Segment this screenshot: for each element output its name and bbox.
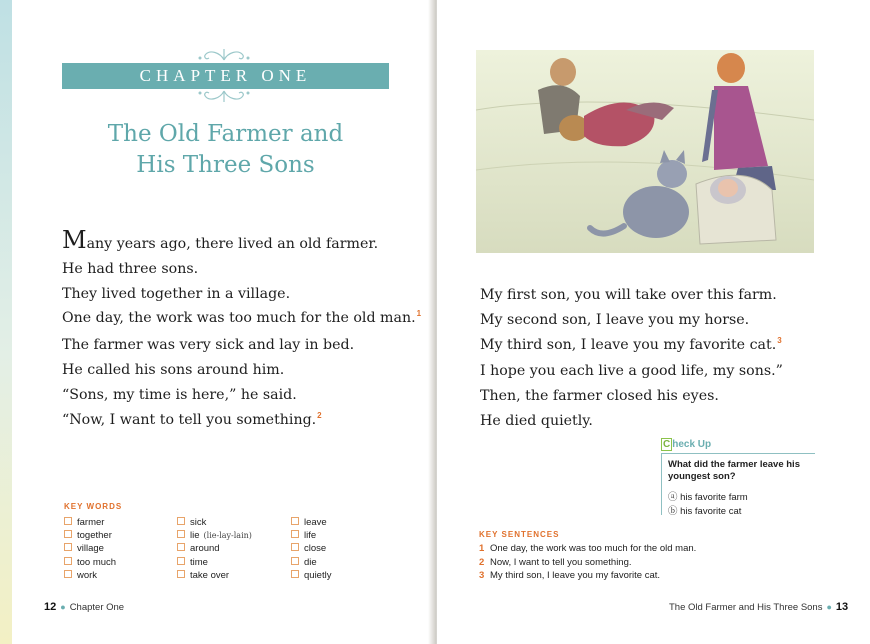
key-word-item: village <box>64 542 116 555</box>
checkbox-icon <box>177 557 185 565</box>
key-word-item: close <box>291 542 331 555</box>
footnote-marker: 1 <box>416 309 422 319</box>
page-footer <box>44 601 124 613</box>
key-word-item: sick <box>177 516 252 529</box>
page-number: 12 <box>44 601 57 613</box>
check-up-divider <box>661 453 662 515</box>
key-word-item: quietly <box>291 569 331 582</box>
checkbox-icon <box>291 557 299 565</box>
check-up-icon: C <box>663 439 671 450</box>
page-edge-tint <box>0 0 12 644</box>
key-sentences-heading: KEY SENTENCES <box>479 530 560 539</box>
checkbox-icon <box>177 570 185 578</box>
checkbox-icon <box>64 517 72 525</box>
story-line: The farmer was very sick and lay in bed. <box>62 337 355 354</box>
story-line: Many years ago, there lived an old farmer. <box>62 226 379 254</box>
key-word-item: lie (lie-lay-lain) <box>177 529 252 542</box>
key-sentences-list <box>479 542 696 583</box>
checkbox-icon <box>64 557 72 565</box>
key-words-column <box>177 516 252 582</box>
story-line: I hope you each live a good life, my sons.” <box>480 363 783 380</box>
checkbox-icon <box>177 530 185 538</box>
story-text <box>62 226 422 434</box>
key-word-item: around <box>177 542 252 555</box>
bullet-dot: ● <box>826 602 832 612</box>
story-line: “Sons, my time is here,” he said. <box>62 386 297 403</box>
story-illustration <box>476 50 814 253</box>
checkbox-icon <box>291 543 299 551</box>
story-line: My first son, you will take over this farm. <box>480 287 777 303</box>
checkbox-icon <box>64 570 72 578</box>
chapter-title <box>62 119 389 181</box>
check-up-option: ⓐ his favorite farm <box>668 492 748 503</box>
page-number: 13 <box>835 601 849 613</box>
ornament-scroll-icon <box>196 89 252 105</box>
title-line: The Old Farmer and <box>107 121 344 147</box>
story-line: He called his sons around him. <box>62 361 285 378</box>
title-line: His Three Sons <box>136 152 315 178</box>
story-line: My third son, I leave you my favorite cat.$^3$ <box>480 335 782 353</box>
key-word-item: too much <box>64 556 116 569</box>
story-text <box>480 283 783 434</box>
key-word-item: leave <box>291 516 331 529</box>
key-word-item: work <box>64 569 116 582</box>
key-word-item: take over <box>177 569 252 582</box>
key-word-item: time <box>177 556 252 569</box>
footnote-marker: 3 <box>777 335 782 345</box>
story-line: They lived together in a village. <box>62 285 291 302</box>
check-up-option: ⓑ his favorite cat <box>668 506 742 517</box>
checkbox-icon <box>177 517 185 525</box>
story-line: One day, the work was too much for the old man.$^1$ <box>62 309 422 327</box>
pronunciation: (lie-lay-lain) <box>203 531 252 541</box>
story-line: He had three sons. <box>62 260 199 277</box>
bullet-dot: ● <box>60 602 66 612</box>
drop-cap: M <box>62 226 87 254</box>
story-line: “Now, I want to tell you something.$^2$ <box>62 410 322 428</box>
running-title: The Old Farmer and His Three Sons <box>669 602 823 613</box>
key-words-column <box>291 516 331 582</box>
checkbox-icon <box>291 517 299 525</box>
key-word-item: life <box>291 529 331 542</box>
key-word-item: die <box>291 556 331 569</box>
key-word-item: together <box>64 529 116 542</box>
key-sentence: 3 My third son, I leave you my favorite cat. <box>479 570 661 582</box>
left-page <box>0 0 433 644</box>
story-line: My second son, I leave you my horse. <box>480 311 750 328</box>
checkbox-icon <box>291 570 299 578</box>
checkbox-icon <box>177 543 185 551</box>
page-footer <box>669 601 848 613</box>
check-up-divider <box>661 453 815 454</box>
checkbox-icon <box>64 543 72 551</box>
key-sentence: 1 One day, the work was too much for the old man. <box>479 543 697 554</box>
ornament-scroll-icon <box>196 46 252 62</box>
check-up-question: What did the farmer leave his youngest son? <box>668 459 800 482</box>
chapter-label: CHAPTER ONE <box>62 63 389 89</box>
key-words-column <box>64 516 116 582</box>
key-sentence: 2 Now, I want to tell you something. <box>479 556 632 568</box>
story-line: He died quietly. <box>480 412 593 429</box>
check-up-label: C heck Up <box>663 439 712 450</box>
key-word-item: farmer <box>64 516 116 529</box>
story-line: Then, the farmer closed his eyes. <box>480 388 719 405</box>
footnote-marker: 2 <box>317 410 322 420</box>
checkbox-icon <box>64 530 72 538</box>
key-words-heading: KEY WORDS <box>64 502 123 511</box>
checkbox-icon <box>291 530 299 538</box>
footer-section: Chapter One <box>69 602 125 613</box>
